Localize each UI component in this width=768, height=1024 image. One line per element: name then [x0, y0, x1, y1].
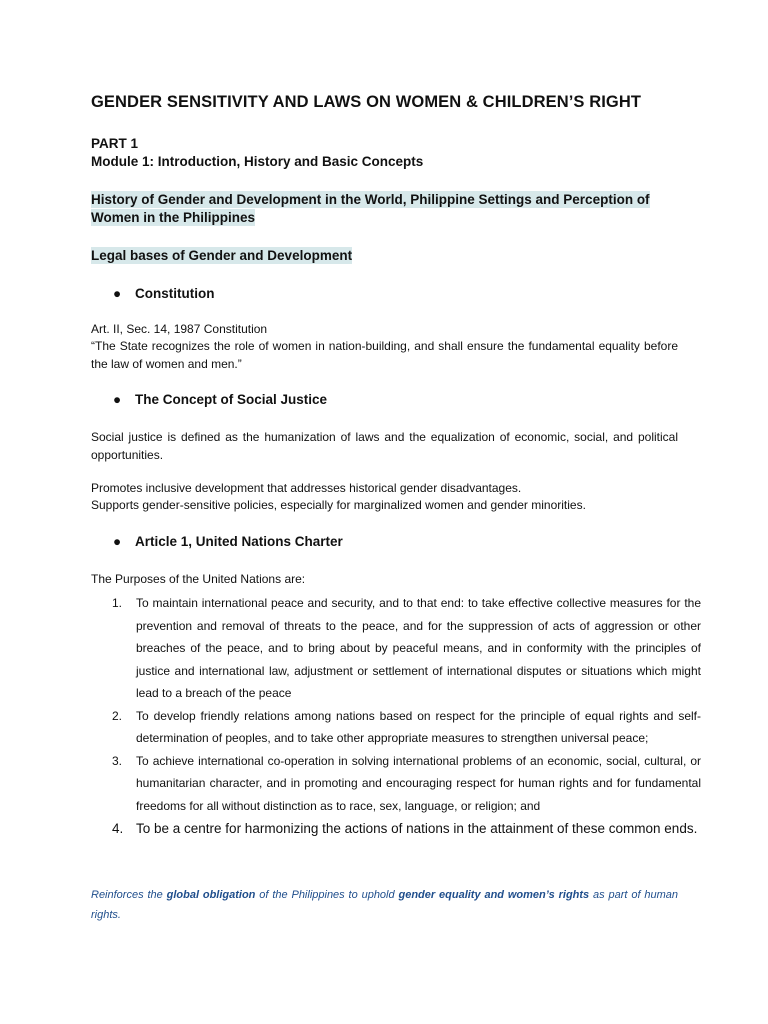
list-item-text: To be a centre for harmonizing the actions of nations in the attainment of these common ends.	[136, 821, 698, 836]
module-heading: Module 1: Introduction, History and Basic Concepts	[91, 154, 424, 169]
legal-bases-heading-text: Legal bases of Gender and Development	[91, 248, 353, 263]
note-emphasis: gender equality and women’s rights	[398, 889, 590, 901]
social-justice-line-2: Supports gender-sensitive policies, especially for marginalized women and gender minorities.	[91, 498, 586, 512]
un-charter-intro: The Purposes of the United Nations are:	[91, 572, 306, 586]
history-heading-text: History of Gender and Development in the World, Philippine Settings and Perception of Women in the Philippines	[91, 192, 650, 225]
social-justice-heading-text: The Concept of Social Justice	[135, 392, 328, 407]
constitution-citation: Art. II, Sec. 14, 1987 Constitution	[91, 322, 268, 336]
social-justice-heading	[113, 392, 327, 407]
bullet-icon: ●	[113, 286, 122, 301]
note-text: as part of human rights.	[91, 889, 679, 921]
list-item-text: To achieve international co-operation in solving international problems of an economic, social, cultural, or humanitarian character, and in promoting and encouraging respect for human rights and for fundamental freedoms for all without distinction as to race, sex, language, or religion; and	[136, 753, 701, 813]
list-item-text: To maintain international peace and security, and to that end: to take effective collective measures for the prevention and removal of threats to the peace, and for the suppression of acts of aggression or other breaches of the peace, and to bring about by peaceful means, and in conformity with the principles of justice and international law, adjustment or settlement of international disputes or situations which might lead to a breach of the peace	[136, 596, 701, 700]
un-charter-heading-text: Article 1, United Nations Charter	[135, 534, 343, 549]
note-emphasis: global obligation	[166, 889, 256, 901]
note-text: Reinforces the	[91, 889, 167, 901]
un-purposes-list	[113, 592, 701, 841]
list-item-number: 2.	[112, 708, 123, 723]
emphasis-note	[91, 885, 678, 925]
list-item	[112, 817, 701, 841]
constitution-quote: “The State recognizes the role of women in nation-building, and shall ensure the fundamental equality before the law of women and men.”	[91, 339, 678, 371]
document-title: GENDER SENSITIVITY AND LAWS ON WOMEN & CHILDREN’S RIGHT	[91, 93, 642, 111]
list-item	[112, 592, 701, 705]
un-charter-heading	[113, 534, 343, 549]
constitution-heading-text: Constitution	[135, 286, 215, 301]
bullet-icon: ●	[113, 534, 122, 549]
list-item-text: To develop friendly relations among nations based on respect for the principle of equal rights and self-determination of peoples, and to take other appropriate measures to strengthen universal peace;	[136, 708, 701, 745]
list-item	[112, 705, 701, 750]
list-item-number: 4.	[112, 821, 124, 836]
list-item-number: 3.	[112, 753, 123, 768]
part-label: PART 1	[91, 136, 139, 151]
history-heading	[91, 191, 679, 227]
list-item	[112, 750, 701, 818]
legal-bases-heading	[91, 248, 352, 263]
social-justice-definition: Social justice is defined as the humanization of laws and the equalization of economic, social, and political opportunities.	[91, 430, 678, 462]
note-text: of the Philippines to uphold	[255, 889, 399, 901]
list-item-number: 1.	[112, 596, 123, 610]
bullet-icon: ●	[113, 392, 122, 407]
social-justice-line-1: Promotes inclusive development that addresses historical gender disadvantages.	[91, 481, 522, 495]
constitution-heading	[113, 286, 214, 301]
